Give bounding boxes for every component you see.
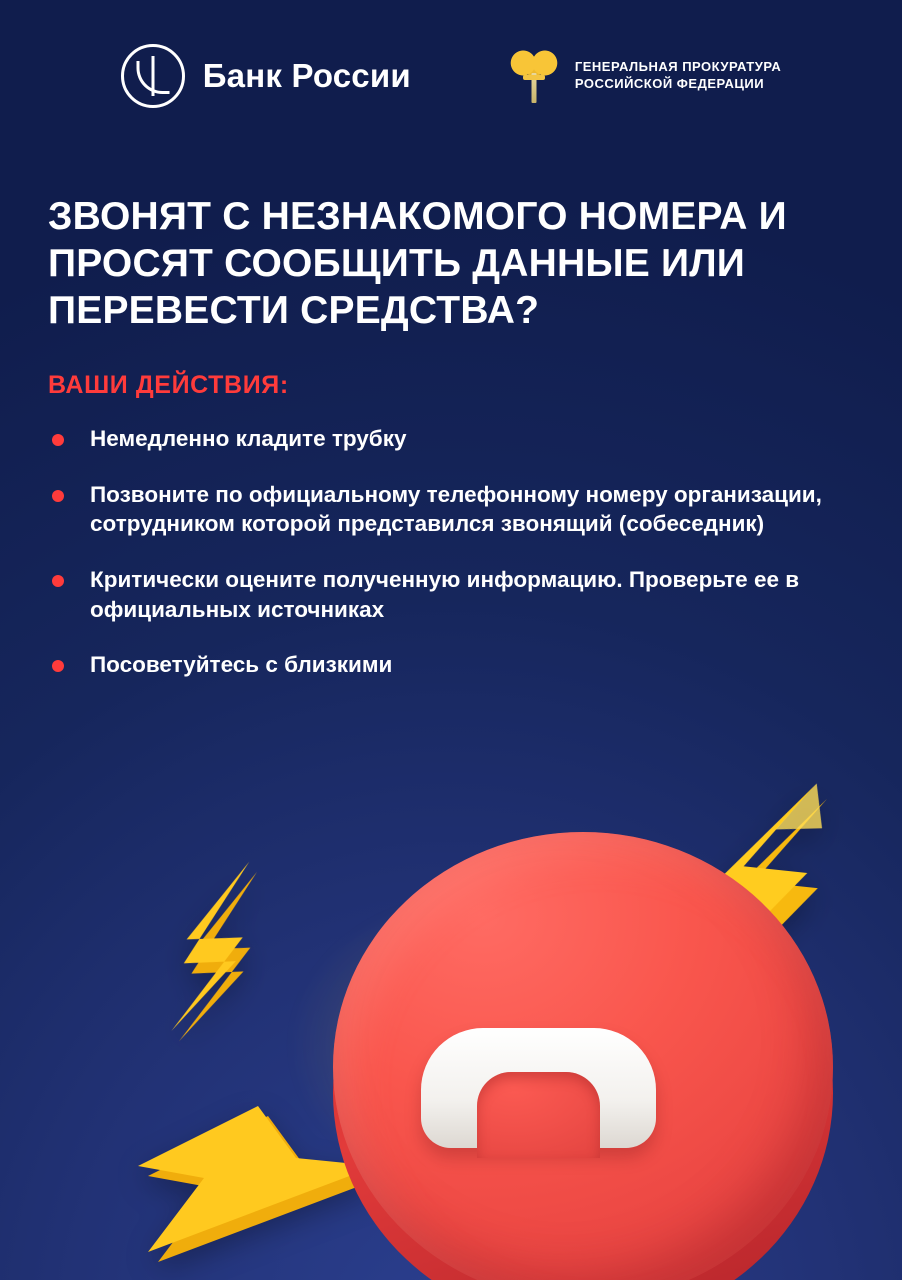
list-item <box>48 650 842 680</box>
list-item-text: Критически оцените полученную информацию. Проверьте ее в официальных источниках <box>90 567 800 622</box>
prosecutor-label-line-2: РОССИЙСКОЙ ФЕДЕРАЦИИ <box>574 76 765 91</box>
list-item-text: Посоветуйтесь с близкими <box>90 652 393 678</box>
bank-of-russia-logo-icon <box>121 44 185 108</box>
bullet-dot-icon <box>52 575 64 587</box>
actions-list <box>48 424 842 706</box>
list-item <box>48 424 842 454</box>
logo-row <box>0 44 902 108</box>
bullet-dot-icon <box>52 660 64 672</box>
prosecutor-label-line-1: ГЕНЕРАЛЬНАЯ ПРОКУРАТУРА <box>574 59 782 75</box>
red-phone-hangup-button-icon <box>333 832 833 1280</box>
bullet-dot-icon <box>52 490 64 502</box>
list-item <box>48 565 842 624</box>
illustration <box>0 680 902 1280</box>
list-item-text: Позвоните по официальному телефонному номеру организации, сотрудником которой представился звонящий (собеседник) <box>90 481 822 537</box>
lightning-bolt-icon <box>147 854 374 1062</box>
lightning-bolt-icon <box>595 757 902 1047</box>
prosecutor-general-logo <box>507 45 781 107</box>
bank-of-russia-logo-label: Банк России <box>202 57 411 94</box>
bank-of-russia-logo <box>121 44 411 108</box>
actions-heading: ВАШИ ДЕЙСТВИЯ: <box>48 371 289 399</box>
button-top <box>333 832 833 1280</box>
bullet-dot-icon <box>52 434 64 446</box>
phone-handset-glyph <box>421 1028 656 1148</box>
prosecutor-general-logo-label <box>575 59 781 92</box>
russian-eagle-emblem-icon <box>507 45 561 107</box>
list-item <box>48 480 842 539</box>
glow-decoration <box>210 830 730 1260</box>
list-item-text: Немедленно кладите трубку <box>90 426 407 451</box>
button-side <box>333 858 833 1280</box>
page-title: ЗВОНЯТ С НЕЗНАКОМОГО НОМЕРА И ПРОСЯТ СООБЩИТЬ ДАННЫЕ ИЛИ ПЕРЕВЕСТИ СРЕДСТВА? <box>48 195 787 332</box>
lightning-bolt-icon <box>118 1100 418 1270</box>
